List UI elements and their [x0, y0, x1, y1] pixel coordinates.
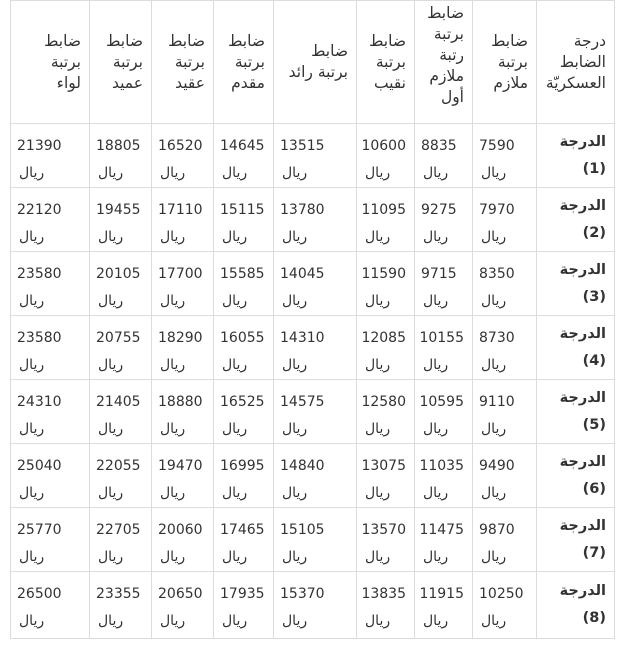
currency-label: ريال — [19, 357, 45, 373]
salary-amount: 10600 — [361, 138, 406, 154]
salary-cell — [152, 124, 214, 188]
salary-amount: 15105 — [280, 522, 325, 538]
currency-label: ريال — [282, 485, 308, 501]
salary-amount: 16055 — [220, 330, 265, 346]
currency-label: ريال — [282, 293, 308, 309]
currency-label: ريال — [19, 421, 45, 437]
currency-label: ريال — [160, 293, 186, 309]
currency-label: ريال — [160, 229, 186, 245]
salary-cell — [90, 444, 152, 508]
salary-amount: 22705 — [96, 522, 141, 538]
table-row — [11, 572, 615, 639]
salary-cell — [415, 316, 473, 380]
grade-label: الدرجة (6) — [537, 444, 615, 508]
currency-label: ريال — [423, 613, 449, 629]
salary-amount: 20650 — [158, 586, 203, 602]
salary-amount: 11915 — [419, 586, 464, 602]
currency-label: ريال — [160, 421, 186, 437]
salary-amount: 9715 — [421, 266, 457, 282]
salary-cell — [274, 252, 357, 316]
currency-label: ريال — [19, 549, 45, 565]
currency-label: ريال — [222, 165, 248, 181]
currency-label: ريال — [481, 613, 507, 629]
salary-cell — [214, 508, 274, 572]
salary-amount: 16520 — [158, 138, 203, 154]
salary-amount: 20060 — [158, 522, 203, 538]
salary-amount: 25770 — [17, 522, 62, 538]
rank-header: ضابط برتبة عقيد — [152, 1, 214, 124]
table-row — [11, 380, 615, 444]
salary-cell — [274, 188, 357, 252]
currency-label: ريال — [98, 485, 124, 501]
salary-amount: 11095 — [361, 202, 406, 218]
currency-label: ريال — [481, 165, 507, 181]
table-row — [11, 508, 615, 572]
salary-cell — [415, 124, 473, 188]
salary-cell — [473, 508, 537, 572]
grade-label: الدرجة (1) — [537, 124, 615, 188]
salary-cell — [11, 444, 90, 508]
currency-label: ريال — [98, 229, 124, 245]
table-row — [11, 252, 615, 316]
table-row — [11, 316, 615, 380]
currency-label: ريال — [282, 549, 308, 565]
salary-amount: 17935 — [220, 586, 265, 602]
salary-cell — [357, 316, 415, 380]
currency-label: ريال — [423, 485, 449, 501]
salary-cell — [415, 252, 473, 316]
currency-label: ريال — [160, 165, 186, 181]
currency-label: ريال — [365, 229, 391, 245]
currency-label: ريال — [19, 485, 45, 501]
currency-label: ريال — [160, 485, 186, 501]
salary-amount: 14575 — [280, 394, 325, 410]
table-row — [11, 188, 615, 252]
salary-amount: 23580 — [17, 330, 62, 346]
grade-label: الدرجة (7) — [537, 508, 615, 572]
salary-amount: 11035 — [419, 458, 464, 474]
currency-label: ريال — [481, 421, 507, 437]
rank-header: ضابط برتبة ملازم — [473, 1, 537, 124]
salary-amount: 17700 — [158, 266, 203, 282]
salary-cell — [11, 124, 90, 188]
salary-cell — [152, 252, 214, 316]
salary-amount: 22055 — [96, 458, 141, 474]
rank-header: ضابط برتبة رتبة ملازم أول — [415, 1, 473, 124]
salary-amount: 19455 — [96, 202, 141, 218]
salary-cell — [274, 444, 357, 508]
salary-cell — [152, 188, 214, 252]
salary-amount: 20755 — [96, 330, 141, 346]
currency-label: ريال — [19, 613, 45, 629]
salary-amount: 25040 — [17, 458, 62, 474]
currency-label: ريال — [222, 549, 248, 565]
salary-table — [10, 0, 615, 639]
salary-cell — [214, 444, 274, 508]
salary-amount: 7590 — [479, 138, 515, 154]
salary-amount: 14840 — [280, 458, 325, 474]
salary-cell — [11, 380, 90, 444]
currency-label: ريال — [98, 357, 124, 373]
grade-label: الدرجة (5) — [537, 380, 615, 444]
currency-label: ريال — [481, 293, 507, 309]
salary-cell — [415, 188, 473, 252]
salary-amount: 15115 — [220, 202, 265, 218]
currency-label: ريال — [481, 549, 507, 565]
currency-label: ريال — [423, 229, 449, 245]
salary-amount: 15585 — [220, 266, 265, 282]
salary-cell — [152, 508, 214, 572]
currency-label: ريال — [160, 549, 186, 565]
currency-label: ريال — [481, 357, 507, 373]
rank-header: ضابط برتبة رائد — [274, 1, 357, 124]
salary-cell — [415, 444, 473, 508]
grade-label: الدرجة (4) — [537, 316, 615, 380]
salary-amount: 21405 — [96, 394, 141, 410]
grade-label: الدرجة (2) — [537, 188, 615, 252]
grade-label: الدرجة (3) — [537, 252, 615, 316]
currency-label: ريال — [98, 293, 124, 309]
salary-cell — [274, 380, 357, 444]
rank-header: ضابط برتبة عميد — [90, 1, 152, 124]
rank-header: ضابط برتبة مقدم — [214, 1, 274, 124]
salary-amount: 9275 — [421, 202, 457, 218]
currency-label: ريال — [160, 357, 186, 373]
currency-label: ريال — [423, 421, 449, 437]
salary-cell — [90, 188, 152, 252]
salary-cell — [274, 508, 357, 572]
salary-cell — [357, 444, 415, 508]
salary-cell — [274, 124, 357, 188]
salary-amount: 9870 — [479, 522, 515, 538]
currency-label: ريال — [222, 485, 248, 501]
salary-amount: 13570 — [361, 522, 406, 538]
salary-cell — [415, 508, 473, 572]
salary-amount: 13780 — [280, 202, 325, 218]
salary-cell — [357, 252, 415, 316]
currency-label: ريال — [222, 613, 248, 629]
currency-label: ريال — [365, 485, 391, 501]
salary-amount: 14645 — [220, 138, 265, 154]
salary-amount: 11475 — [419, 522, 464, 538]
salary-amount: 9490 — [479, 458, 515, 474]
salary-cell — [11, 572, 90, 639]
salary-amount: 26500 — [17, 586, 62, 602]
currency-label: ريال — [222, 293, 248, 309]
salary-cell — [473, 316, 537, 380]
salary-amount: 21390 — [17, 138, 62, 154]
currency-label: ريال — [365, 549, 391, 565]
currency-label: ريال — [365, 613, 391, 629]
salary-amount: 9110 — [479, 394, 515, 410]
salary-cell — [90, 124, 152, 188]
salary-cell — [357, 124, 415, 188]
salary-amount: 16525 — [220, 394, 265, 410]
salary-amount: 17465 — [220, 522, 265, 538]
salary-amount: 7970 — [479, 202, 515, 218]
salary-amount: 10595 — [419, 394, 464, 410]
salary-cell — [357, 508, 415, 572]
currency-label: ريال — [98, 421, 124, 437]
currency-label: ريال — [19, 293, 45, 309]
salary-cell — [473, 188, 537, 252]
salary-amount: 8350 — [479, 266, 515, 282]
salary-amount: 17110 — [158, 202, 203, 218]
currency-label: ريال — [282, 229, 308, 245]
currency-label: ريال — [222, 229, 248, 245]
currency-label: ريال — [481, 485, 507, 501]
salary-amount: 14045 — [280, 266, 325, 282]
salary-amount: 16995 — [220, 458, 265, 474]
salary-cell — [274, 572, 357, 639]
salary-cell — [11, 316, 90, 380]
currency-label: ريال — [365, 293, 391, 309]
salary-cell — [214, 188, 274, 252]
salary-cell — [90, 252, 152, 316]
salary-cell — [473, 252, 537, 316]
salary-amount: 18880 — [158, 394, 203, 410]
salary-amount: 18805 — [96, 138, 141, 154]
salary-cell — [415, 572, 473, 639]
currency-label: ريال — [98, 165, 124, 181]
salary-cell — [90, 572, 152, 639]
grade-column-header: درجة الضابط العسكريّة — [537, 1, 615, 124]
salary-cell — [473, 444, 537, 508]
header-row — [11, 1, 615, 124]
salary-amount: 11590 — [361, 266, 406, 282]
currency-label: ريال — [423, 293, 449, 309]
currency-label: ريال — [19, 229, 45, 245]
salary-amount: 12085 — [361, 330, 406, 346]
salary-cell — [214, 316, 274, 380]
salary-amount: 10250 — [479, 586, 524, 602]
salary-amount: 18290 — [158, 330, 203, 346]
salary-cell — [90, 316, 152, 380]
salary-cell — [152, 380, 214, 444]
currency-label: ريال — [423, 165, 449, 181]
rank-header: ضابط برتبة لواء — [11, 1, 90, 124]
currency-label: ريال — [423, 549, 449, 565]
currency-label: ريال — [160, 613, 186, 629]
salary-cell — [214, 252, 274, 316]
salary-cell — [214, 124, 274, 188]
salary-cell — [90, 380, 152, 444]
salary-amount: 13835 — [361, 586, 406, 602]
salary-cell — [11, 188, 90, 252]
salary-amount: 14310 — [280, 330, 325, 346]
salary-cell — [415, 380, 473, 444]
salary-cell — [357, 572, 415, 639]
salary-amount: 13075 — [361, 458, 406, 474]
currency-label: ريال — [282, 357, 308, 373]
currency-label: ريال — [423, 357, 449, 373]
currency-label: ريال — [365, 357, 391, 373]
salary-cell — [152, 572, 214, 639]
table-row — [11, 124, 615, 188]
grade-label: الدرجة (8) — [537, 572, 615, 639]
salary-amount: 23580 — [17, 266, 62, 282]
salary-cell — [274, 316, 357, 380]
rank-header: ضابط برتبة نقيب — [357, 1, 415, 124]
salary-cell — [214, 572, 274, 639]
table-row — [11, 444, 615, 508]
currency-label: ريال — [365, 165, 391, 181]
currency-label: ريال — [282, 613, 308, 629]
currency-label: ريال — [222, 357, 248, 373]
salary-amount: 10155 — [419, 330, 464, 346]
salary-cell — [152, 444, 214, 508]
currency-label: ريال — [481, 229, 507, 245]
currency-label: ريال — [282, 165, 308, 181]
salary-amount: 20105 — [96, 266, 141, 282]
salary-cell — [473, 380, 537, 444]
salary-amount: 8730 — [479, 330, 515, 346]
salary-cell — [357, 380, 415, 444]
salary-cell — [473, 572, 537, 639]
salary-cell — [473, 124, 537, 188]
salary-amount: 19470 — [158, 458, 203, 474]
salary-cell — [214, 380, 274, 444]
salary-cell — [11, 252, 90, 316]
currency-label: ريال — [19, 165, 45, 181]
salary-cell — [90, 508, 152, 572]
salary-amount: 23355 — [96, 586, 141, 602]
currency-label: ريال — [98, 613, 124, 629]
salary-cell — [152, 316, 214, 380]
salary-amount: 22120 — [17, 202, 62, 218]
currency-label: ريال — [98, 549, 124, 565]
salary-amount: 12580 — [361, 394, 406, 410]
salary-cell — [11, 508, 90, 572]
salary-amount: 13515 — [280, 138, 325, 154]
salary-amount: 8835 — [421, 138, 457, 154]
salary-amount: 24310 — [17, 394, 62, 410]
currency-label: ريال — [365, 421, 391, 437]
salary-amount: 15370 — [280, 586, 325, 602]
currency-label: ريال — [222, 421, 248, 437]
salary-cell — [357, 188, 415, 252]
currency-label: ريال — [282, 421, 308, 437]
